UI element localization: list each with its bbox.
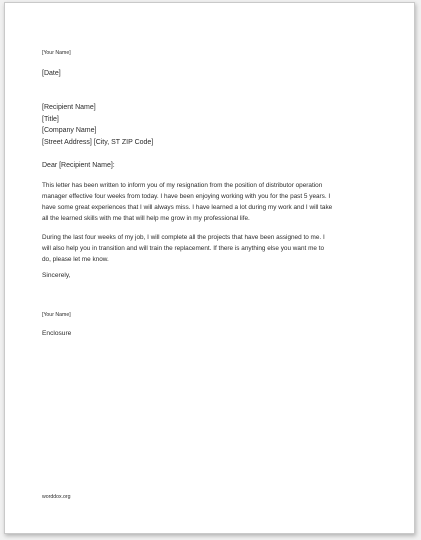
recipient-title: [Title] [42, 116, 59, 123]
body-line: This letter has been written to inform you of my resignation from the position of distributor operation [42, 182, 323, 189]
letter-date: [Date] [42, 70, 61, 77]
sender-name: [Your Name] [42, 50, 71, 56]
letter-page [4, 2, 415, 534]
salutation: Dear [Recipient Name]: [42, 162, 115, 169]
body-line: will also help you in transition and will train the replacement. If there is anything else you want me to [42, 245, 325, 252]
footer-url: worddox.org [42, 494, 71, 500]
recipient-address: [Street Address] [City, ST ZIP Code] [42, 139, 154, 146]
body-line: do, please let me know. [42, 256, 109, 263]
body-line: During the last four weeks of my job, I will complete all the projects that have been assigned to me. I [42, 234, 325, 241]
closing: Sincerely, [42, 272, 71, 279]
body-paragraph-2 [42, 232, 370, 265]
body-line: have some great experiences that I will always miss. I have learned a lot during my work and I will take [42, 204, 333, 211]
recipient-name: [Recipient Name] [42, 104, 96, 111]
recipient-company: [Company Name] [42, 127, 97, 134]
body-line: all the learned skills with me that will help me grow in my professional life. [42, 215, 250, 222]
signature-name: [Your Name] [42, 312, 71, 318]
body-line: manager effective four weeks from today. I have been enjoying working with you for the past 5 years. I [42, 193, 331, 200]
enclosure-note: Enclosure [42, 330, 72, 337]
body-paragraph-1 [42, 180, 370, 224]
